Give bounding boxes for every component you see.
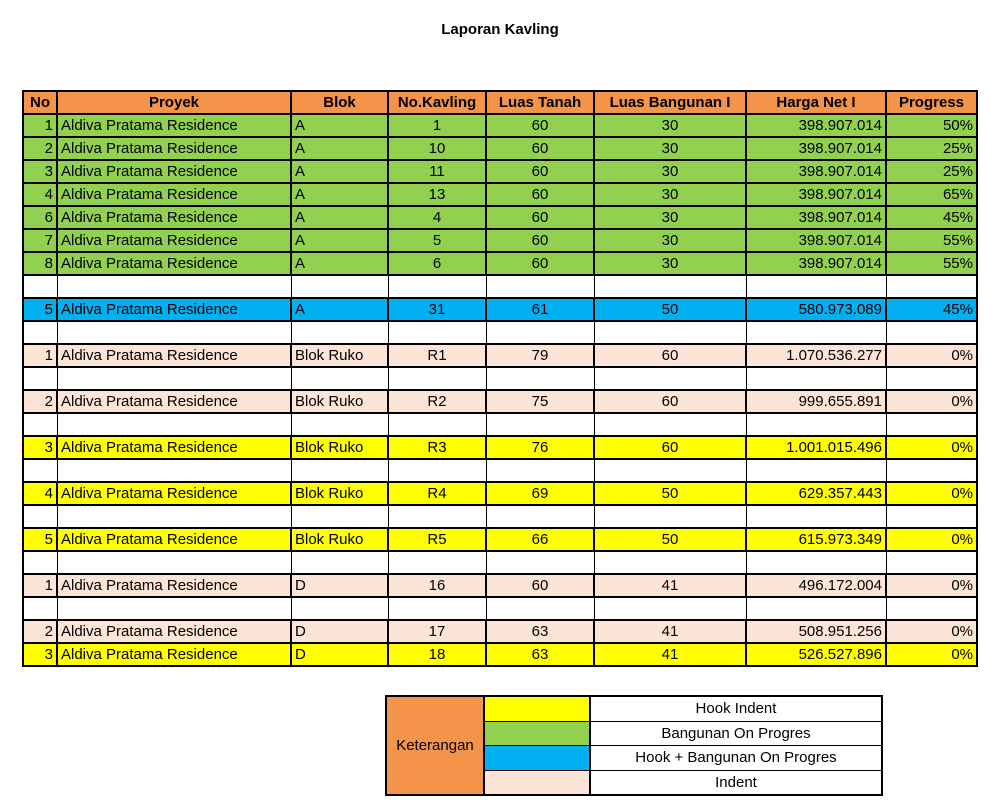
cell-blok: A <box>291 160 388 183</box>
cell-progress <box>886 459 977 482</box>
cell-proyek: Aldiva Pratama Residence <box>57 252 291 275</box>
legend-item-label: Hook + Bangunan On Progres <box>635 749 837 767</box>
cell-proyek <box>57 551 291 574</box>
cell-proyek: Aldiva Pratama Residence <box>57 643 291 666</box>
cell-blok <box>291 551 388 574</box>
cell-luas_tanah: 60 <box>486 206 594 229</box>
cell-no <box>23 551 57 574</box>
cell-proyek <box>57 321 291 344</box>
cell-proyek: Aldiva Pratama Residence <box>57 183 291 206</box>
cell-luas_tanah: 61 <box>486 298 594 321</box>
cell-proyek: Aldiva Pratama Residence <box>57 114 291 137</box>
cell-luas_tanah <box>486 505 594 528</box>
cell-proyek: Aldiva Pratama Residence <box>57 528 291 551</box>
cell-no: 7 <box>23 229 57 252</box>
legend-item-label: Indent <box>715 773 757 791</box>
cell-luas_tanah: 60 <box>486 252 594 275</box>
table-row <box>23 344 977 367</box>
cell-progress <box>886 413 977 436</box>
peach-swatch <box>485 771 591 796</box>
cell-proyek <box>57 413 291 436</box>
cell-kavling <box>388 275 486 298</box>
table-row <box>23 183 977 206</box>
cell-blok: D <box>291 574 388 597</box>
cell-luas_bangunan <box>594 597 746 620</box>
cell-progress <box>886 367 977 390</box>
cell-no <box>23 275 57 298</box>
cell-luas_bangunan: 30 <box>594 114 746 137</box>
cell-kavling <box>388 459 486 482</box>
table-row <box>23 206 977 229</box>
legend-rows <box>485 697 881 794</box>
legend-title: Keterangan <box>387 697 485 794</box>
column-header-luas-tanah: Luas Tanah <box>486 91 594 114</box>
cell-kavling <box>388 551 486 574</box>
cell-proyek: Aldiva Pratama Residence <box>57 137 291 160</box>
cell-progress: 45% <box>886 298 977 321</box>
cell-kavling <box>388 597 486 620</box>
cell-kavling: 10 <box>388 137 486 160</box>
cell-harga: 398.907.014 <box>746 206 886 229</box>
table-row <box>23 597 977 620</box>
cell-harga <box>746 505 886 528</box>
cell-luas_bangunan: 30 <box>594 229 746 252</box>
cell-blok: A <box>291 206 388 229</box>
column-header-luas-bangunan: Luas Bangunan I <box>594 91 746 114</box>
table-body <box>23 114 977 666</box>
cell-proyek: Aldiva Pratama Residence <box>57 160 291 183</box>
cell-no: 4 <box>23 482 57 505</box>
cell-harga <box>746 459 886 482</box>
cell-luas_bangunan: 41 <box>594 574 746 597</box>
cell-proyek: Aldiva Pratama Residence <box>57 436 291 459</box>
cell-progress: 45% <box>886 206 977 229</box>
cell-no: 5 <box>23 298 57 321</box>
cell-luas_bangunan <box>594 321 746 344</box>
cell-harga: 508.951.256 <box>746 620 886 643</box>
cell-luas_bangunan <box>594 551 746 574</box>
legend-item-label: Bangunan On Progres <box>661 724 811 742</box>
cell-luas_tanah <box>486 413 594 436</box>
cell-no: 2 <box>23 390 57 413</box>
cell-luas_tanah <box>486 367 594 390</box>
cell-harga <box>746 367 886 390</box>
table-row <box>23 574 977 597</box>
cell-kavling: 1 <box>388 114 486 137</box>
cell-kavling: R2 <box>388 390 486 413</box>
cell-progress: 0% <box>886 482 977 505</box>
cell-proyek <box>57 275 291 298</box>
cell-harga: 398.907.014 <box>746 137 886 160</box>
cell-harga: 398.907.014 <box>746 229 886 252</box>
cell-blok: A <box>291 183 388 206</box>
table-row <box>23 160 977 183</box>
cell-luas_tanah <box>486 551 594 574</box>
cell-kavling <box>388 321 486 344</box>
cell-blok <box>291 505 388 528</box>
cell-kavling: 6 <box>388 252 486 275</box>
cell-progress: 0% <box>886 528 977 551</box>
cell-proyek: Aldiva Pratama Residence <box>57 620 291 643</box>
cell-blok: Blok Ruko <box>291 528 388 551</box>
cell-no: 2 <box>23 620 57 643</box>
cell-no: 3 <box>23 643 57 666</box>
cell-progress <box>886 597 977 620</box>
cell-luas_bangunan <box>594 459 746 482</box>
table-row <box>23 459 977 482</box>
cell-luas_bangunan: 30 <box>594 206 746 229</box>
table-row <box>23 229 977 252</box>
cell-no: 8 <box>23 252 57 275</box>
cell-proyek: Aldiva Pratama Residence <box>57 344 291 367</box>
cell-harga: 615.973.349 <box>746 528 886 551</box>
column-header-kavling: No.Kavling <box>388 91 486 114</box>
cell-luas_bangunan: 30 <box>594 137 746 160</box>
cell-progress: 55% <box>886 229 977 252</box>
header-row <box>23 91 977 114</box>
cell-blok: Blok Ruko <box>291 482 388 505</box>
cell-progress <box>886 551 977 574</box>
cell-kavling: 17 <box>388 620 486 643</box>
cell-proyek <box>57 459 291 482</box>
cell-luas_tanah <box>486 459 594 482</box>
cell-harga: 580.973.089 <box>746 298 886 321</box>
table-row <box>23 137 977 160</box>
legend-item <box>485 770 881 795</box>
cell-proyek: Aldiva Pratama Residence <box>57 229 291 252</box>
table-row <box>23 643 977 666</box>
cell-progress: 0% <box>886 436 977 459</box>
cell-kavling: 16 <box>388 574 486 597</box>
cell-harga <box>746 597 886 620</box>
table-row <box>23 620 977 643</box>
cell-blok: A <box>291 252 388 275</box>
cell-luas_bangunan: 30 <box>594 160 746 183</box>
cell-luas_tanah: 63 <box>486 620 594 643</box>
kavling-table <box>22 90 978 667</box>
cell-harga <box>746 413 886 436</box>
cell-progress: 65% <box>886 183 977 206</box>
blue-swatch <box>485 746 591 771</box>
cell-kavling: R4 <box>388 482 486 505</box>
cell-blok: Blok Ruko <box>291 436 388 459</box>
cell-progress: 55% <box>886 252 977 275</box>
cell-kavling <box>388 505 486 528</box>
cell-no <box>23 459 57 482</box>
cell-luas_tanah: 63 <box>486 643 594 666</box>
cell-kavling: 13 <box>388 183 486 206</box>
cell-harga: 398.907.014 <box>746 183 886 206</box>
cell-no: 1 <box>23 574 57 597</box>
cell-progress: 0% <box>886 574 977 597</box>
cell-harga <box>746 551 886 574</box>
cell-proyek: Aldiva Pratama Residence <box>57 298 291 321</box>
cell-luas_bangunan: 50 <box>594 528 746 551</box>
cell-progress <box>886 321 977 344</box>
cell-no <box>23 413 57 436</box>
column-header-harga: Harga Net I <box>746 91 886 114</box>
cell-blok <box>291 367 388 390</box>
cell-luas_bangunan: 30 <box>594 252 746 275</box>
legend-item <box>485 721 881 746</box>
cell-kavling: 5 <box>388 229 486 252</box>
table-row <box>23 114 977 137</box>
cell-luas_bangunan: 41 <box>594 620 746 643</box>
cell-luas_bangunan <box>594 275 746 298</box>
cell-harga: 398.907.014 <box>746 252 886 275</box>
cell-no: 6 <box>23 206 57 229</box>
cell-luas_tanah: 76 <box>486 436 594 459</box>
cell-no: 3 <box>23 436 57 459</box>
cell-progress: 25% <box>886 160 977 183</box>
cell-luas_tanah: 66 <box>486 528 594 551</box>
cell-luas_tanah: 60 <box>486 114 594 137</box>
legend <box>385 695 883 796</box>
cell-no <box>23 367 57 390</box>
cell-progress: 0% <box>886 643 977 666</box>
column-header-proyek: Proyek <box>57 91 291 114</box>
cell-luas_tanah: 60 <box>486 574 594 597</box>
cell-luas_tanah <box>486 321 594 344</box>
cell-harga: 398.907.014 <box>746 114 886 137</box>
cell-luas_bangunan: 50 <box>594 298 746 321</box>
cell-proyek: Aldiva Pratama Residence <box>57 390 291 413</box>
table-row <box>23 252 977 275</box>
legend-item <box>485 745 881 770</box>
cell-progress: 25% <box>886 137 977 160</box>
cell-luas_bangunan: 60 <box>594 344 746 367</box>
legend-item <box>485 697 881 721</box>
cell-no: 1 <box>23 114 57 137</box>
table-row <box>23 367 977 390</box>
cell-luas_tanah <box>486 597 594 620</box>
cell-proyek <box>57 597 291 620</box>
cell-luas_tanah: 60 <box>486 137 594 160</box>
cell-proyek: Aldiva Pratama Residence <box>57 206 291 229</box>
table-row <box>23 390 977 413</box>
cell-harga: 999.655.891 <box>746 390 886 413</box>
table-row <box>23 528 977 551</box>
cell-proyek <box>57 505 291 528</box>
cell-blok: D <box>291 620 388 643</box>
cell-blok: A <box>291 298 388 321</box>
cell-no <box>23 321 57 344</box>
cell-kavling: 18 <box>388 643 486 666</box>
cell-kavling: 11 <box>388 160 486 183</box>
cell-luas_bangunan: 30 <box>594 183 746 206</box>
cell-no <box>23 505 57 528</box>
cell-progress: 0% <box>886 344 977 367</box>
cell-blok: A <box>291 137 388 160</box>
cell-blok: Blok Ruko <box>291 344 388 367</box>
table-row <box>23 482 977 505</box>
cell-kavling: R1 <box>388 344 486 367</box>
cell-blok <box>291 459 388 482</box>
cell-harga <box>746 321 886 344</box>
page-title: Laporan Kavling <box>441 21 559 38</box>
cell-kavling: R5 <box>388 528 486 551</box>
cell-progress: 0% <box>886 620 977 643</box>
cell-blok: A <box>291 114 388 137</box>
cell-no: 3 <box>23 160 57 183</box>
cell-kavling <box>388 413 486 436</box>
cell-blok: Blok Ruko <box>291 390 388 413</box>
cell-blok <box>291 275 388 298</box>
column-header-progress: Progress <box>886 91 977 114</box>
cell-luas_bangunan: 60 <box>594 436 746 459</box>
cell-kavling: 31 <box>388 298 486 321</box>
legend-item-label: Hook Indent <box>695 700 777 718</box>
cell-harga: 526.527.896 <box>746 643 886 666</box>
column-header-no: No <box>23 91 57 114</box>
cell-progress: 50% <box>886 114 977 137</box>
column-header-blok: Blok <box>291 91 388 114</box>
cell-luas_bangunan <box>594 367 746 390</box>
table-row <box>23 321 977 344</box>
cell-harga: 1.001.015.496 <box>746 436 886 459</box>
cell-luas_tanah: 75 <box>486 390 594 413</box>
table-row <box>23 436 977 459</box>
yellow-swatch <box>485 697 591 722</box>
cell-harga: 629.357.443 <box>746 482 886 505</box>
table-row <box>23 551 977 574</box>
cell-harga: 1.070.536.277 <box>746 344 886 367</box>
cell-luas_tanah: 60 <box>486 183 594 206</box>
cell-no <box>23 597 57 620</box>
cell-luas_tanah <box>486 275 594 298</box>
cell-kavling: R3 <box>388 436 486 459</box>
cell-proyek: Aldiva Pratama Residence <box>57 574 291 597</box>
table-row <box>23 505 977 528</box>
cell-progress: 0% <box>886 390 977 413</box>
cell-progress <box>886 275 977 298</box>
cell-blok: A <box>291 229 388 252</box>
cell-luas_tanah: 60 <box>486 229 594 252</box>
cell-blok <box>291 321 388 344</box>
cell-luas_tanah: 60 <box>486 160 594 183</box>
cell-luas_bangunan: 41 <box>594 643 746 666</box>
cell-proyek: Aldiva Pratama Residence <box>57 482 291 505</box>
cell-blok <box>291 597 388 620</box>
table-row <box>23 413 977 436</box>
cell-luas_bangunan <box>594 505 746 528</box>
cell-luas_tanah: 69 <box>486 482 594 505</box>
cell-luas_bangunan: 60 <box>594 390 746 413</box>
cell-blok <box>291 413 388 436</box>
cell-harga <box>746 275 886 298</box>
table-row <box>23 275 977 298</box>
table-row <box>23 298 977 321</box>
cell-harga: 398.907.014 <box>746 160 886 183</box>
cell-blok: D <box>291 643 388 666</box>
cell-luas_bangunan <box>594 413 746 436</box>
cell-kavling: 4 <box>388 206 486 229</box>
cell-harga: 496.172.004 <box>746 574 886 597</box>
green-swatch <box>485 722 591 747</box>
cell-luas_bangunan: 50 <box>594 482 746 505</box>
cell-no: 2 <box>23 137 57 160</box>
cell-proyek <box>57 367 291 390</box>
cell-no: 1 <box>23 344 57 367</box>
cell-no: 5 <box>23 528 57 551</box>
cell-no: 4 <box>23 183 57 206</box>
cell-kavling <box>388 367 486 390</box>
cell-luas_tanah: 79 <box>486 344 594 367</box>
cell-progress <box>886 505 977 528</box>
